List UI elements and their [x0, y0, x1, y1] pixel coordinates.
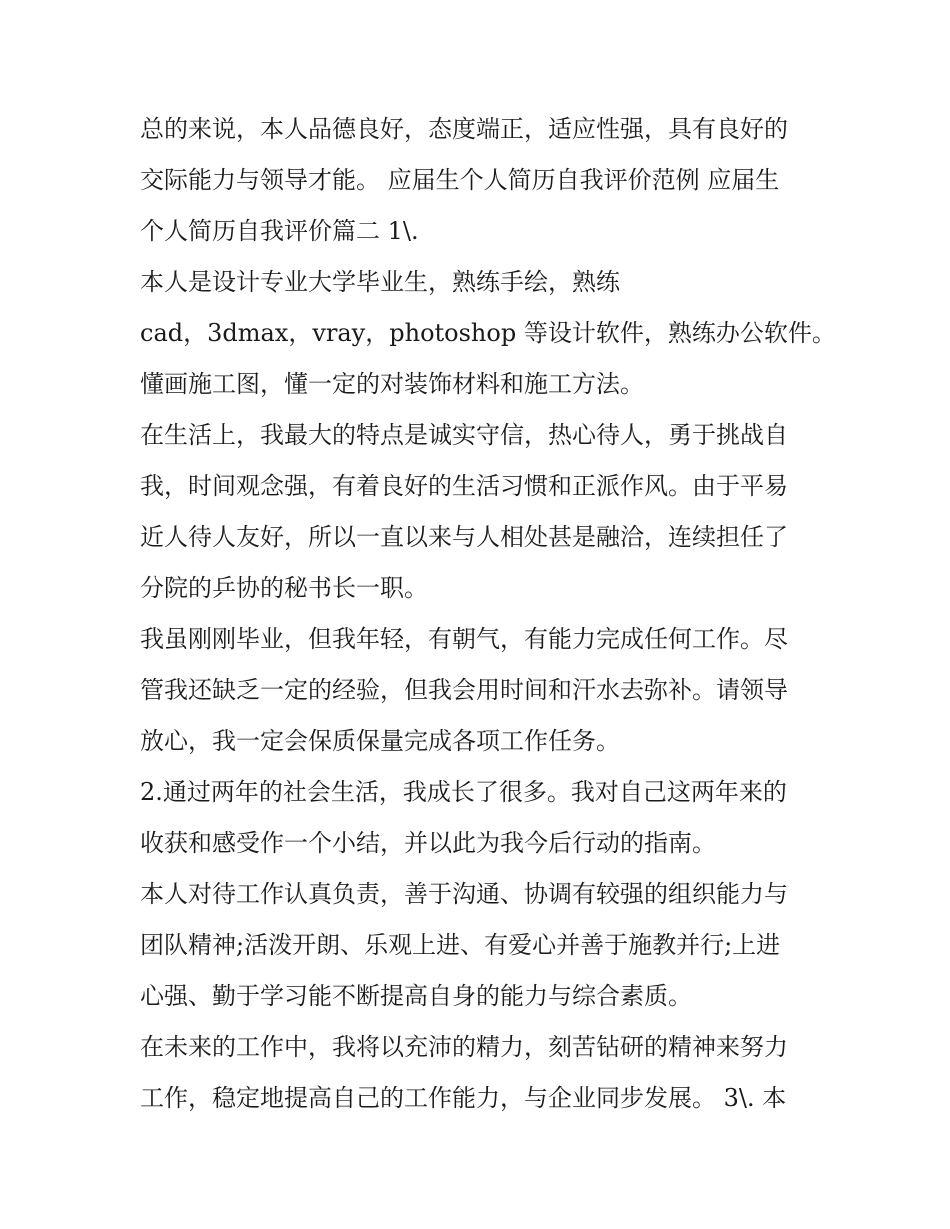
text-line: 我虽刚刚毕业，但我年轻，有朝气，有能力完成任何工作。尽 [140, 625, 788, 653]
text-line: 管我还缺乏一定的经验，但我会用时间和汗水去弥补。请领导 [140, 676, 788, 704]
text-line: 收获和感受作一个小结，并以此为我今后行动的指南。 [140, 829, 716, 857]
text-line: 总的来说，本人品德良好，态度端正，适应性强，具有良好的 [140, 115, 788, 143]
text-line: 分院的乒协的秘书长一职。 [140, 574, 428, 602]
text-line: 个人简历自我评价篇二 1\. [140, 217, 419, 245]
text-line: 工作，稳定地提高自己的工作能力，与企业同步发展。 3\. 本 [140, 1084, 787, 1112]
text-line: 本人对待工作认真负责，善于沟通、协调有较强的组织能力与 [140, 880, 788, 908]
body-text [140, 104, 836, 1124]
text-line: 在未来的工作中，我将以充沛的精力，刻苦钻研的精神来努力 [140, 1033, 788, 1061]
text-line: 我，时间观念强，有着良好的生活习惯和正派作风。由于平易 [140, 472, 788, 500]
text-line: 放心，我一定会保质保量完成各项工作任务。 [140, 727, 620, 755]
text-line: 懂画施工图，懂一定的对装饰材料和施工方法。 [140, 370, 644, 398]
text-line: 本人是设计专业大学毕业生，熟练手绘，熟练 [140, 268, 620, 296]
text-line: 在生活上，我最大的特点是诚实守信，热心待人，勇于挑战自 [140, 421, 788, 449]
text-line: 团队精神;活泼开朗、乐观上进、有爱心并善于施教并行;上进 [140, 931, 781, 959]
text-line: 心强、勤于学习能不断提高自身的能力与综合素质。 [140, 982, 692, 1010]
text-line: cad，3dmax，vray，photoshop 等设计软件，熟练办公软件。 [140, 319, 836, 347]
text-line: 交际能力与领导才能。 应届生个人简历自我评价范例 应届生 [140, 166, 780, 194]
text-line: 近人待人友好，所以一直以来与人相处甚是融洽，连续担任了 [140, 523, 788, 551]
text-line: 2.通过两年的社会生活，我成长了很多。我对自己这两年来的 [140, 778, 787, 806]
